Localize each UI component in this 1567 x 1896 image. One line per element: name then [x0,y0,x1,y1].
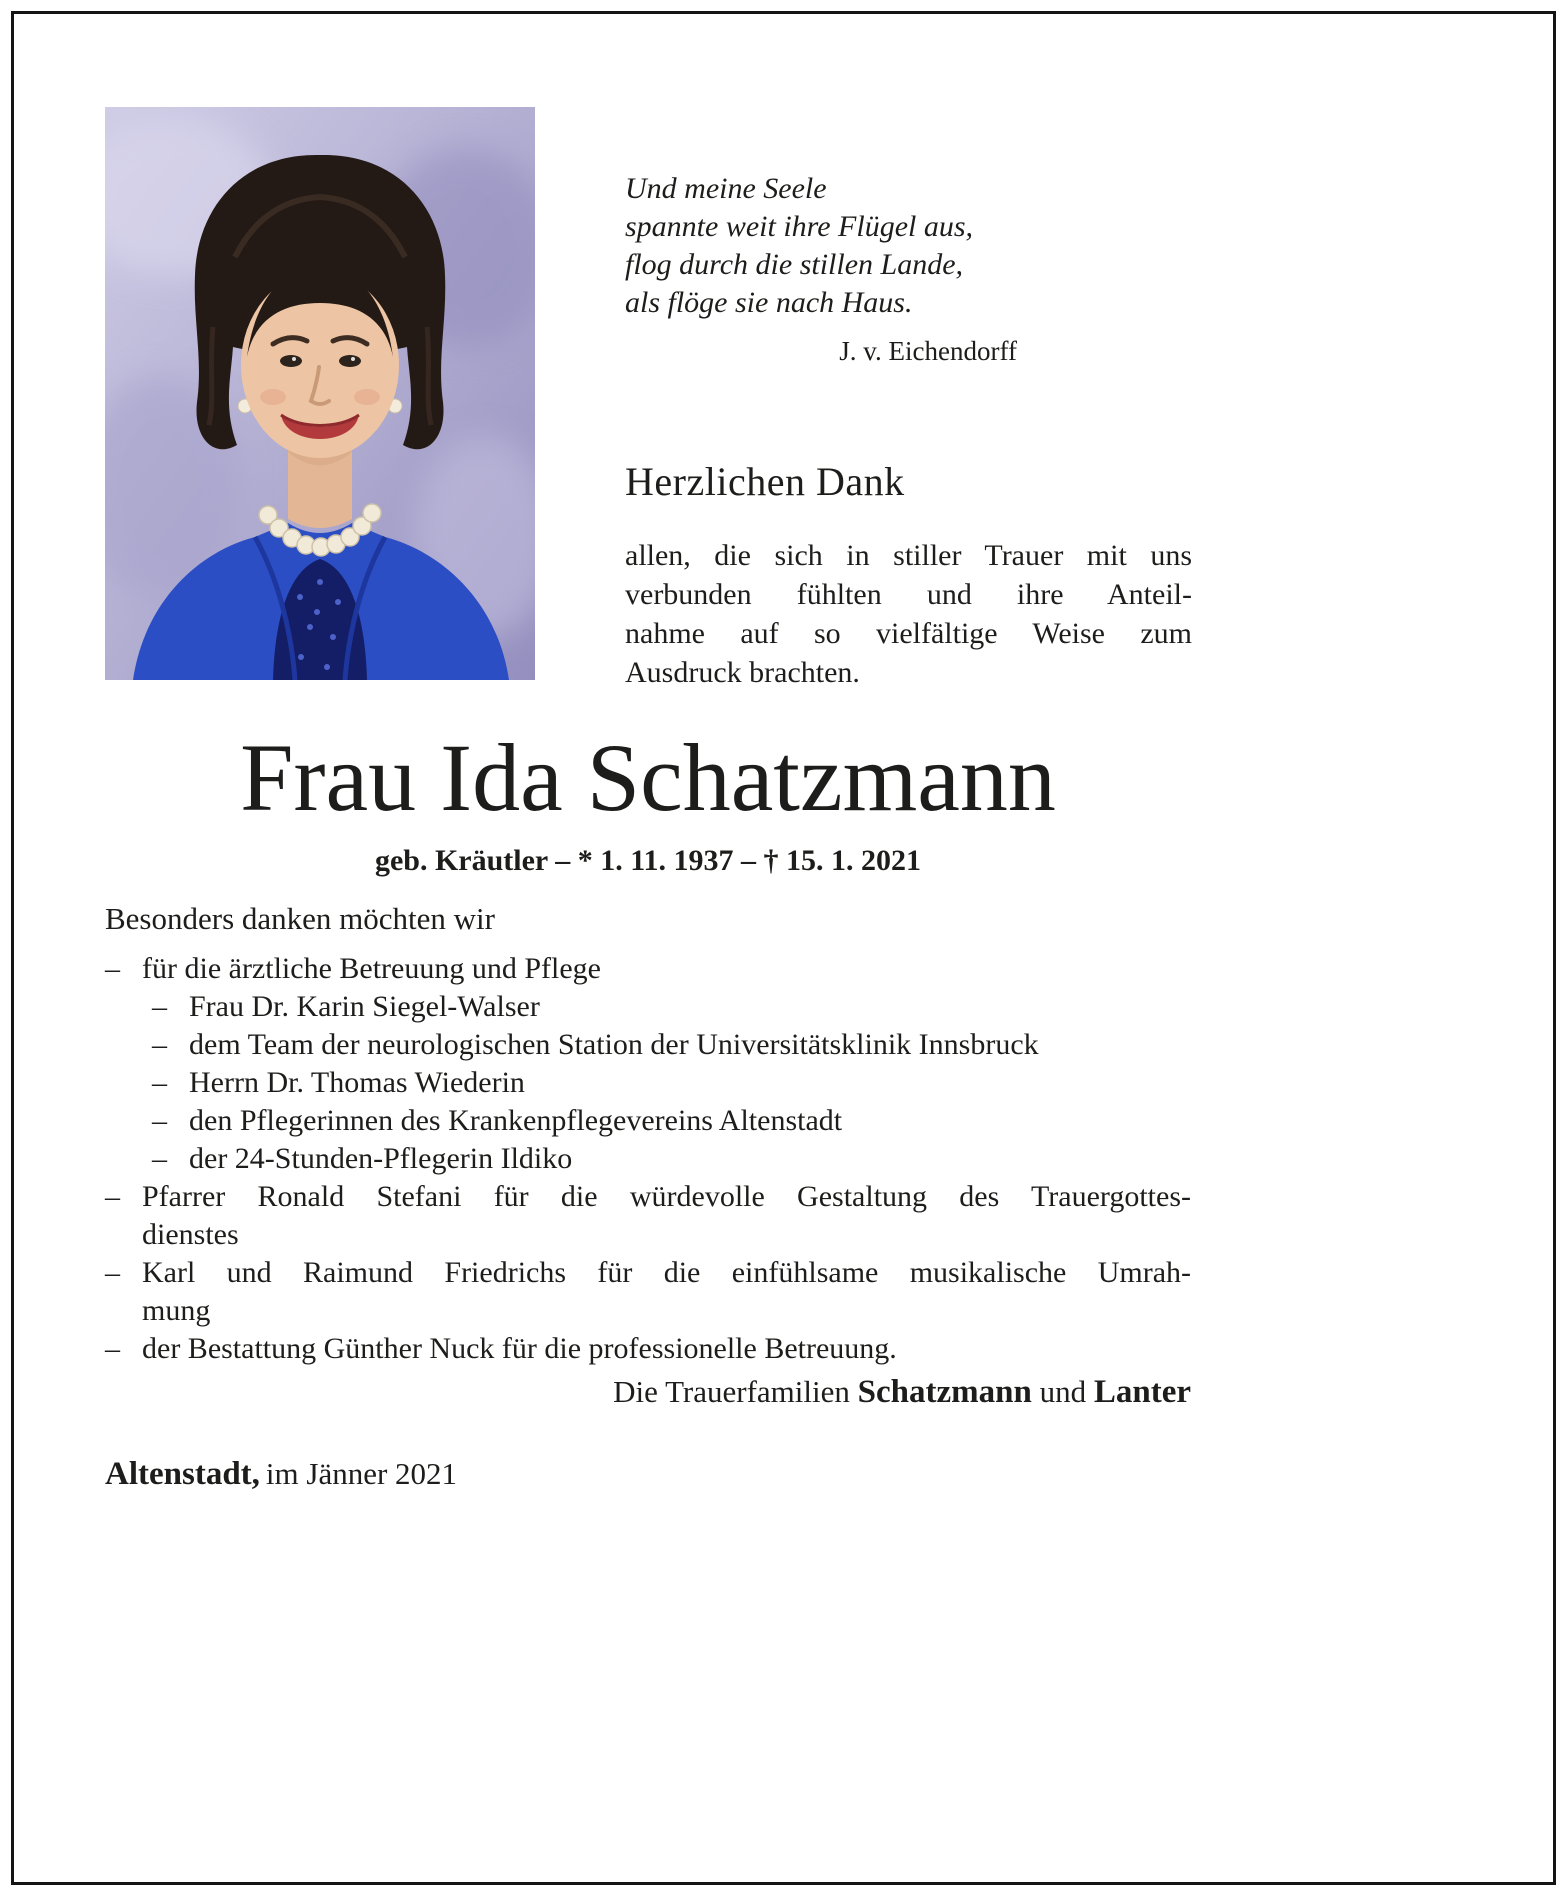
place-date-line [105,1456,457,1493]
special-thanks-intro: Besonders danken möchten wir [105,901,495,936]
text-line: als flöge sie nach Haus. [625,286,913,319]
thanks-list-item [105,1026,1191,1064]
special-thanks-list [105,950,1191,1368]
text-line: der 24-Stunden-Pflegerin Ildiko [189,1142,573,1175]
thanks-list-item [105,1330,1191,1368]
text-line: der Bestattung Günther Nuck für die professionelle Betreuung. [142,1332,897,1365]
text-line: verbunden fühlten und ihre Anteil- [625,578,1192,611]
list-dash: – [152,1066,167,1099]
text-line: spannte weit ihre Flügel aus, [625,210,974,243]
thanks-list-item [105,1254,1191,1330]
thanks-list-item [105,1178,1191,1254]
text-line: Ausdruck brachten. [625,656,860,689]
closing-prefix: Die Trauerfamilien [613,1374,850,1409]
thanks-list-item [105,988,1191,1026]
list-item-text [142,950,1191,988]
list-item-text [189,1026,1191,1064]
list-dash: – [105,1256,120,1289]
list-dash: – [152,990,167,1023]
list-item-text [142,1254,1191,1330]
text-line: dienstes [142,1218,239,1251]
deceased-dates: geb. Kräutler – * 1. 11. 1937 – † 15. 1. 2021 [374,844,922,877]
poem-attribution: J. v. Eichendorff [839,336,1017,366]
thanks-heading: Herzlichen Dank [625,459,905,504]
list-item-text [142,1178,1191,1254]
portrait-photo [105,107,535,680]
thanks-list-item [105,950,1191,988]
text-line: mung [142,1294,211,1327]
family-name-schatzmann: Schatzmann [857,1374,1032,1410]
place: Altenstadt, [105,1456,260,1492]
thanks-list-item [105,1140,1191,1178]
text-line: Und meine Seele [625,172,827,205]
date: im Jänner 2021 [265,1456,458,1491]
list-item-text [189,1064,1191,1102]
list-dash: – [152,1142,167,1175]
thanks-list-item [105,1064,1191,1102]
text-line: für die ärztliche Betreuung und Pflege [142,952,601,985]
list-item-text [142,1330,1191,1368]
list-item-text [189,1102,1191,1140]
text-line: den Pflegerinnen des Krankenpflegevereins Altenstadt [189,1104,843,1137]
list-dash: – [105,952,120,985]
poem-text [625,170,1017,322]
list-dash: – [152,1028,167,1061]
family-name-lanter: Lanter [1093,1374,1191,1410]
text-line: Herrn Dr. Thomas Wiederin [189,1066,525,1099]
thanks-paragraph [625,536,1192,692]
deceased-name: Frau Ida Schatzmann [240,724,1056,831]
text-line: nahme auf so vielfältige Weise zum [625,617,1192,650]
poem [625,170,1017,370]
closing-line [105,1374,1191,1411]
text-line: Frau Dr. Karin Siegel-Walser [189,990,540,1023]
list-item-text [189,1140,1191,1178]
list-item-text [189,988,1191,1026]
text-line: flog durch die stillen Lande, [625,248,964,281]
portrait-illustration [105,107,535,680]
thanks-list-item [105,1102,1191,1140]
text-line: Pfarrer Ronald Stefani für die würdevolle Gestaltung des Trauergottes- [142,1180,1191,1213]
list-dash: – [105,1332,120,1365]
text-line: allen, die sich in stiller Trauer mit uns [625,539,1192,572]
text-line: Karl und Raimund Friedrichs für die einfühlsame musikalische Umrah- [142,1256,1191,1289]
list-dash: – [152,1104,167,1137]
text-line: dem Team der neurologischen Station der Universitätsklinik Innsbruck [189,1028,1039,1061]
list-dash: – [105,1180,120,1213]
closing-conjunction: und [1039,1374,1087,1409]
